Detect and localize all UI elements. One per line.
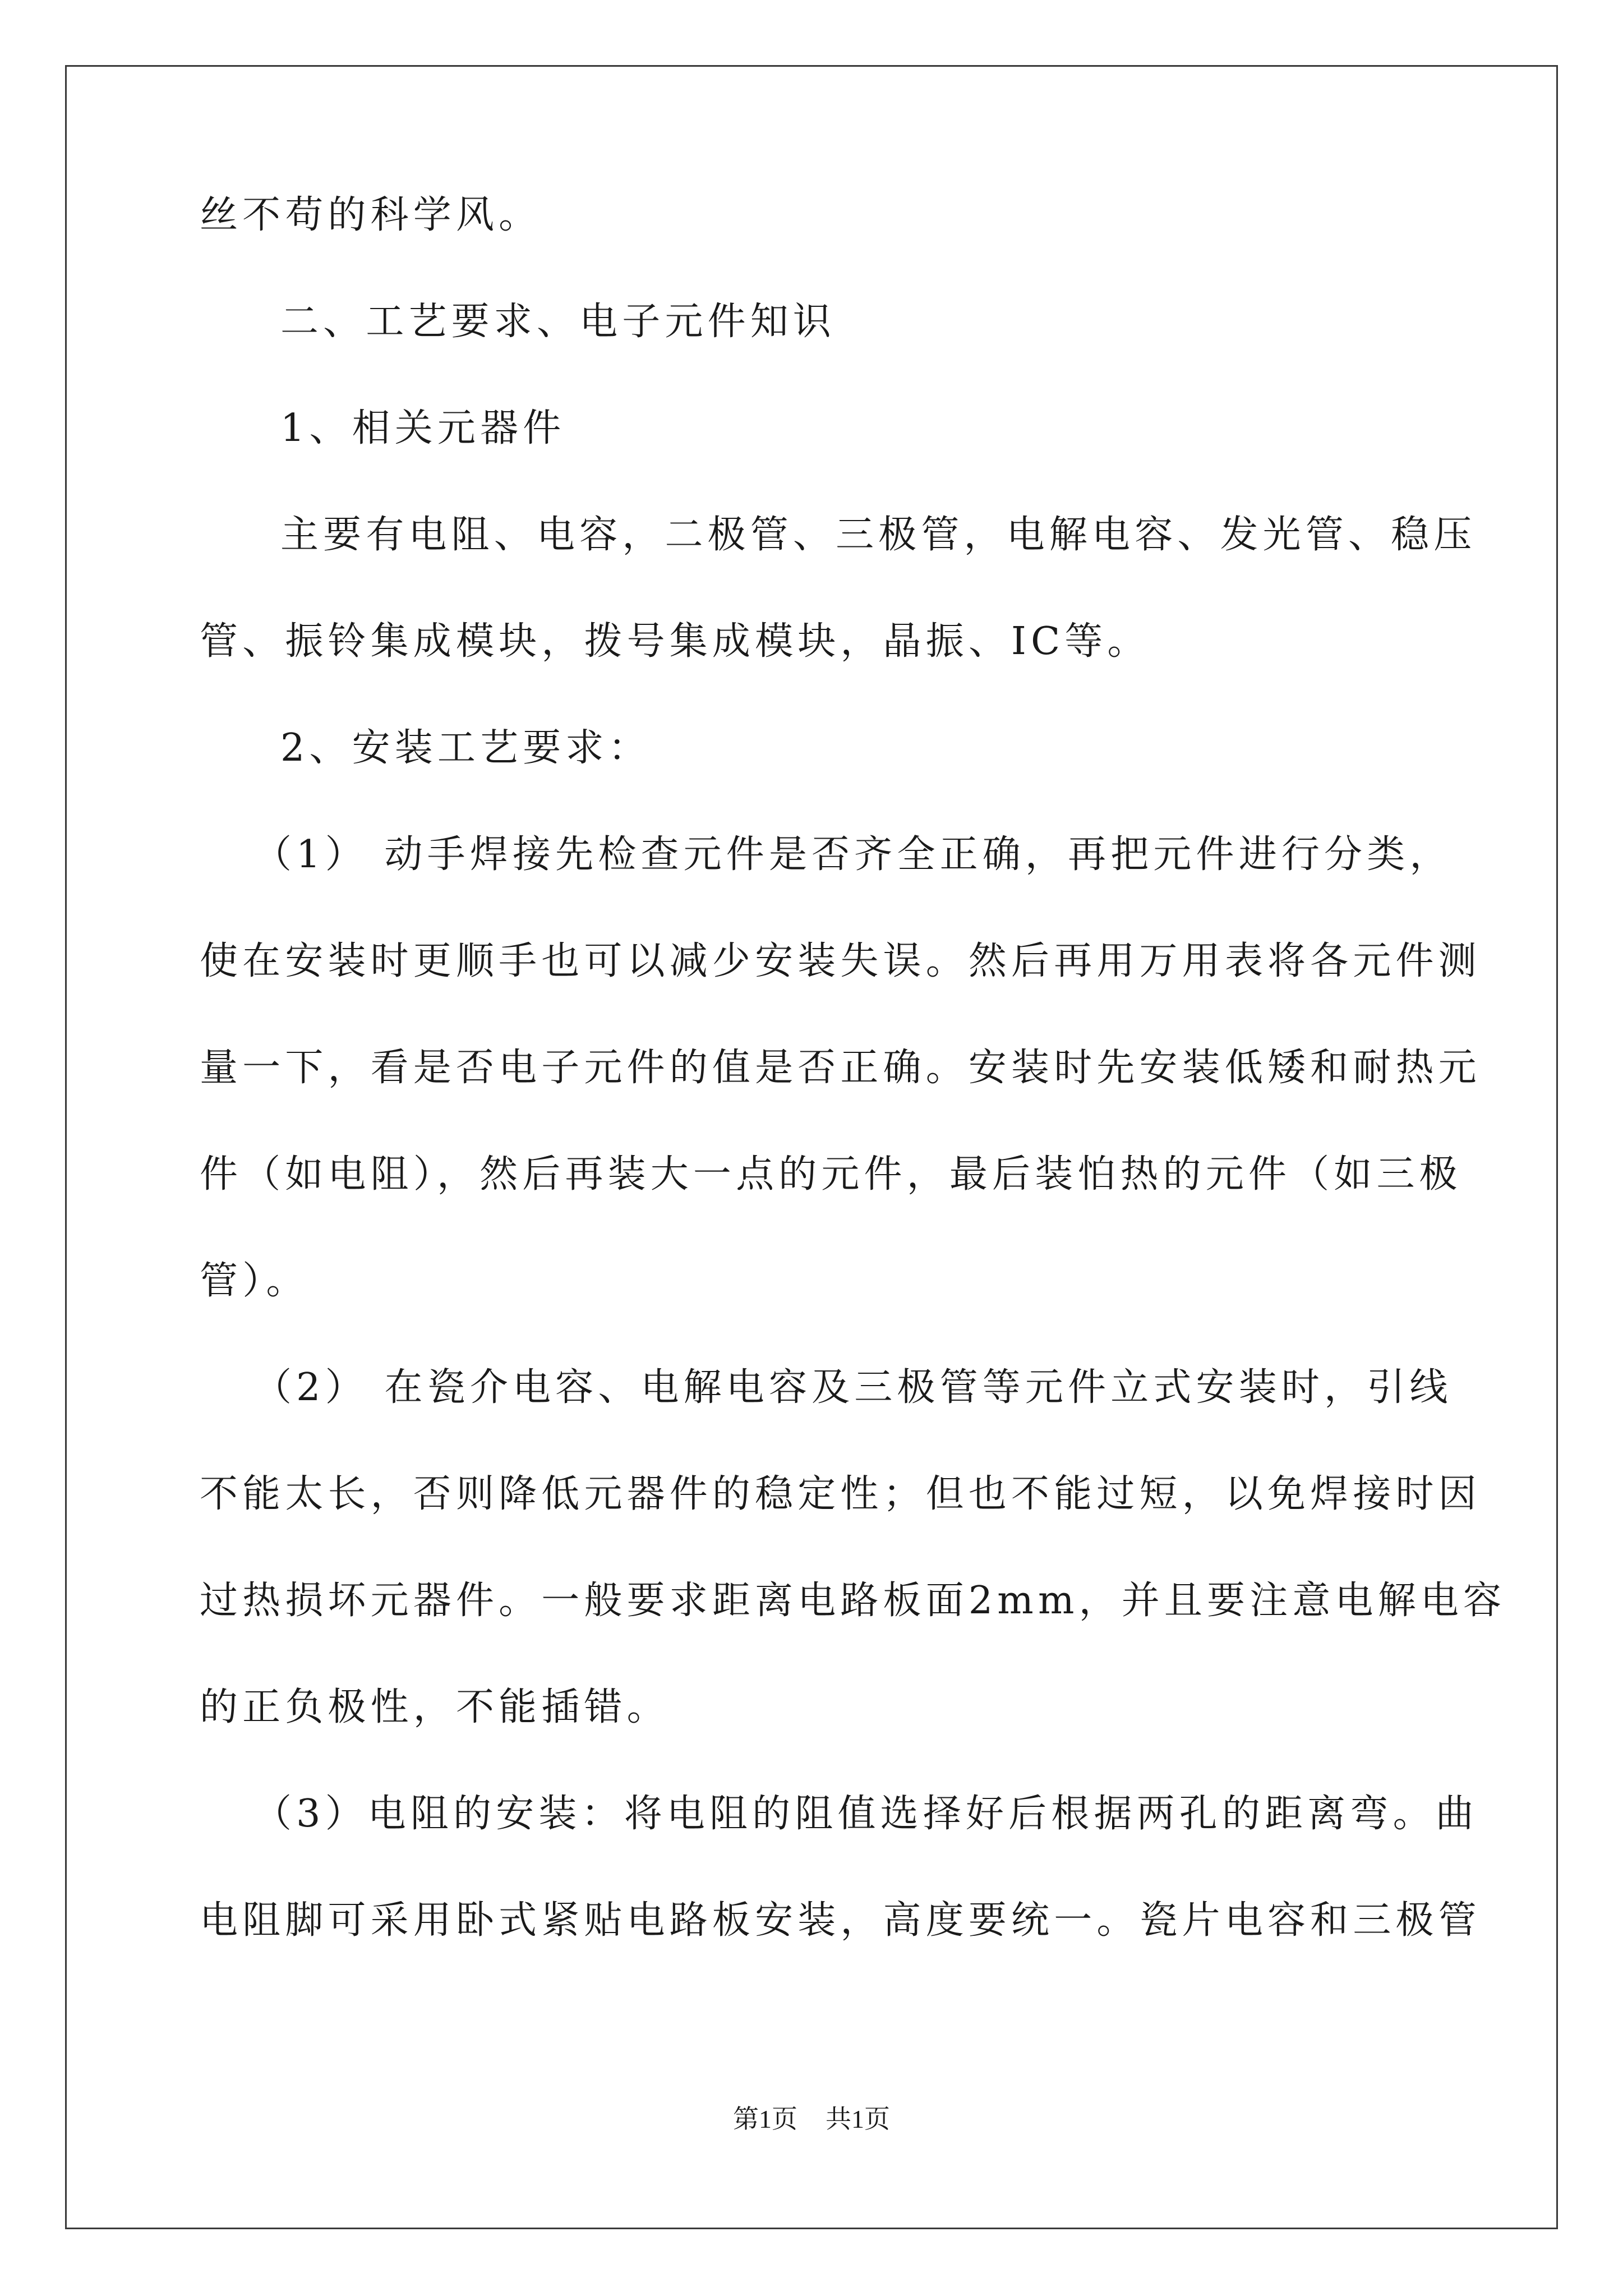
body-line: 不能太长，否则降低元器件的稳定性；但也不能过短，以免焊接时因: [200, 1472, 1481, 1516]
body-line: 管、振铃集成模块，拨号集成模块，晶振、IC等。: [200, 619, 1150, 664]
body-line: （2） 在瓷介电容、电解电容及三极管等元件立式安装时，引线: [253, 1365, 1453, 1410]
page-total: 共1页: [826, 2105, 890, 2133]
body-line: 件（如电阻），然后再装大一点的元件，最后装怕热的元件（如三极: [200, 1152, 1462, 1197]
page-number: 第1页: [733, 2105, 797, 2133]
body-line: 过热损坏元器件。一般要求距离电路板面2mm，并且要注意电解电容: [200, 1579, 1506, 1623]
body-line: 量一下，看是否电子元件的值是否正确。安装时先安装低矮和耐热元: [200, 1046, 1481, 1090]
body-line: （1） 动手焊接先检查元件是否齐全正确，再把元件进行分类，: [253, 832, 1453, 877]
body-line: （3）电阻的安装：将电阻的阻值选择好后根据两孔的距离弯。曲: [253, 1792, 1478, 1836]
body-line: 主要有电阻、电容，二极管、三极管，电解电容、发光管、稳压: [280, 513, 1477, 557]
body-line: 丝不苟的科学风。: [200, 193, 542, 237]
page-footer: [0, 2102, 1623, 2136]
body-line: 的正负极性，不能插错。: [200, 1685, 670, 1729]
section-heading: 二、工艺要求、电子元件知识: [280, 300, 836, 344]
body-line: 使在安装时更顺手也可以减少安装失误。然后再用万用表将各元件测: [200, 939, 1481, 983]
subsection-heading: 1、相关元器件: [280, 406, 566, 450]
subsection-heading: 2、安装工艺要求：: [280, 726, 651, 770]
body-line: 管）。: [200, 1259, 309, 1303]
body-line: 电阻脚可采用卧式紧贴电路板安装，高度要统一。瓷片电容和三极管: [200, 1898, 1481, 1943]
